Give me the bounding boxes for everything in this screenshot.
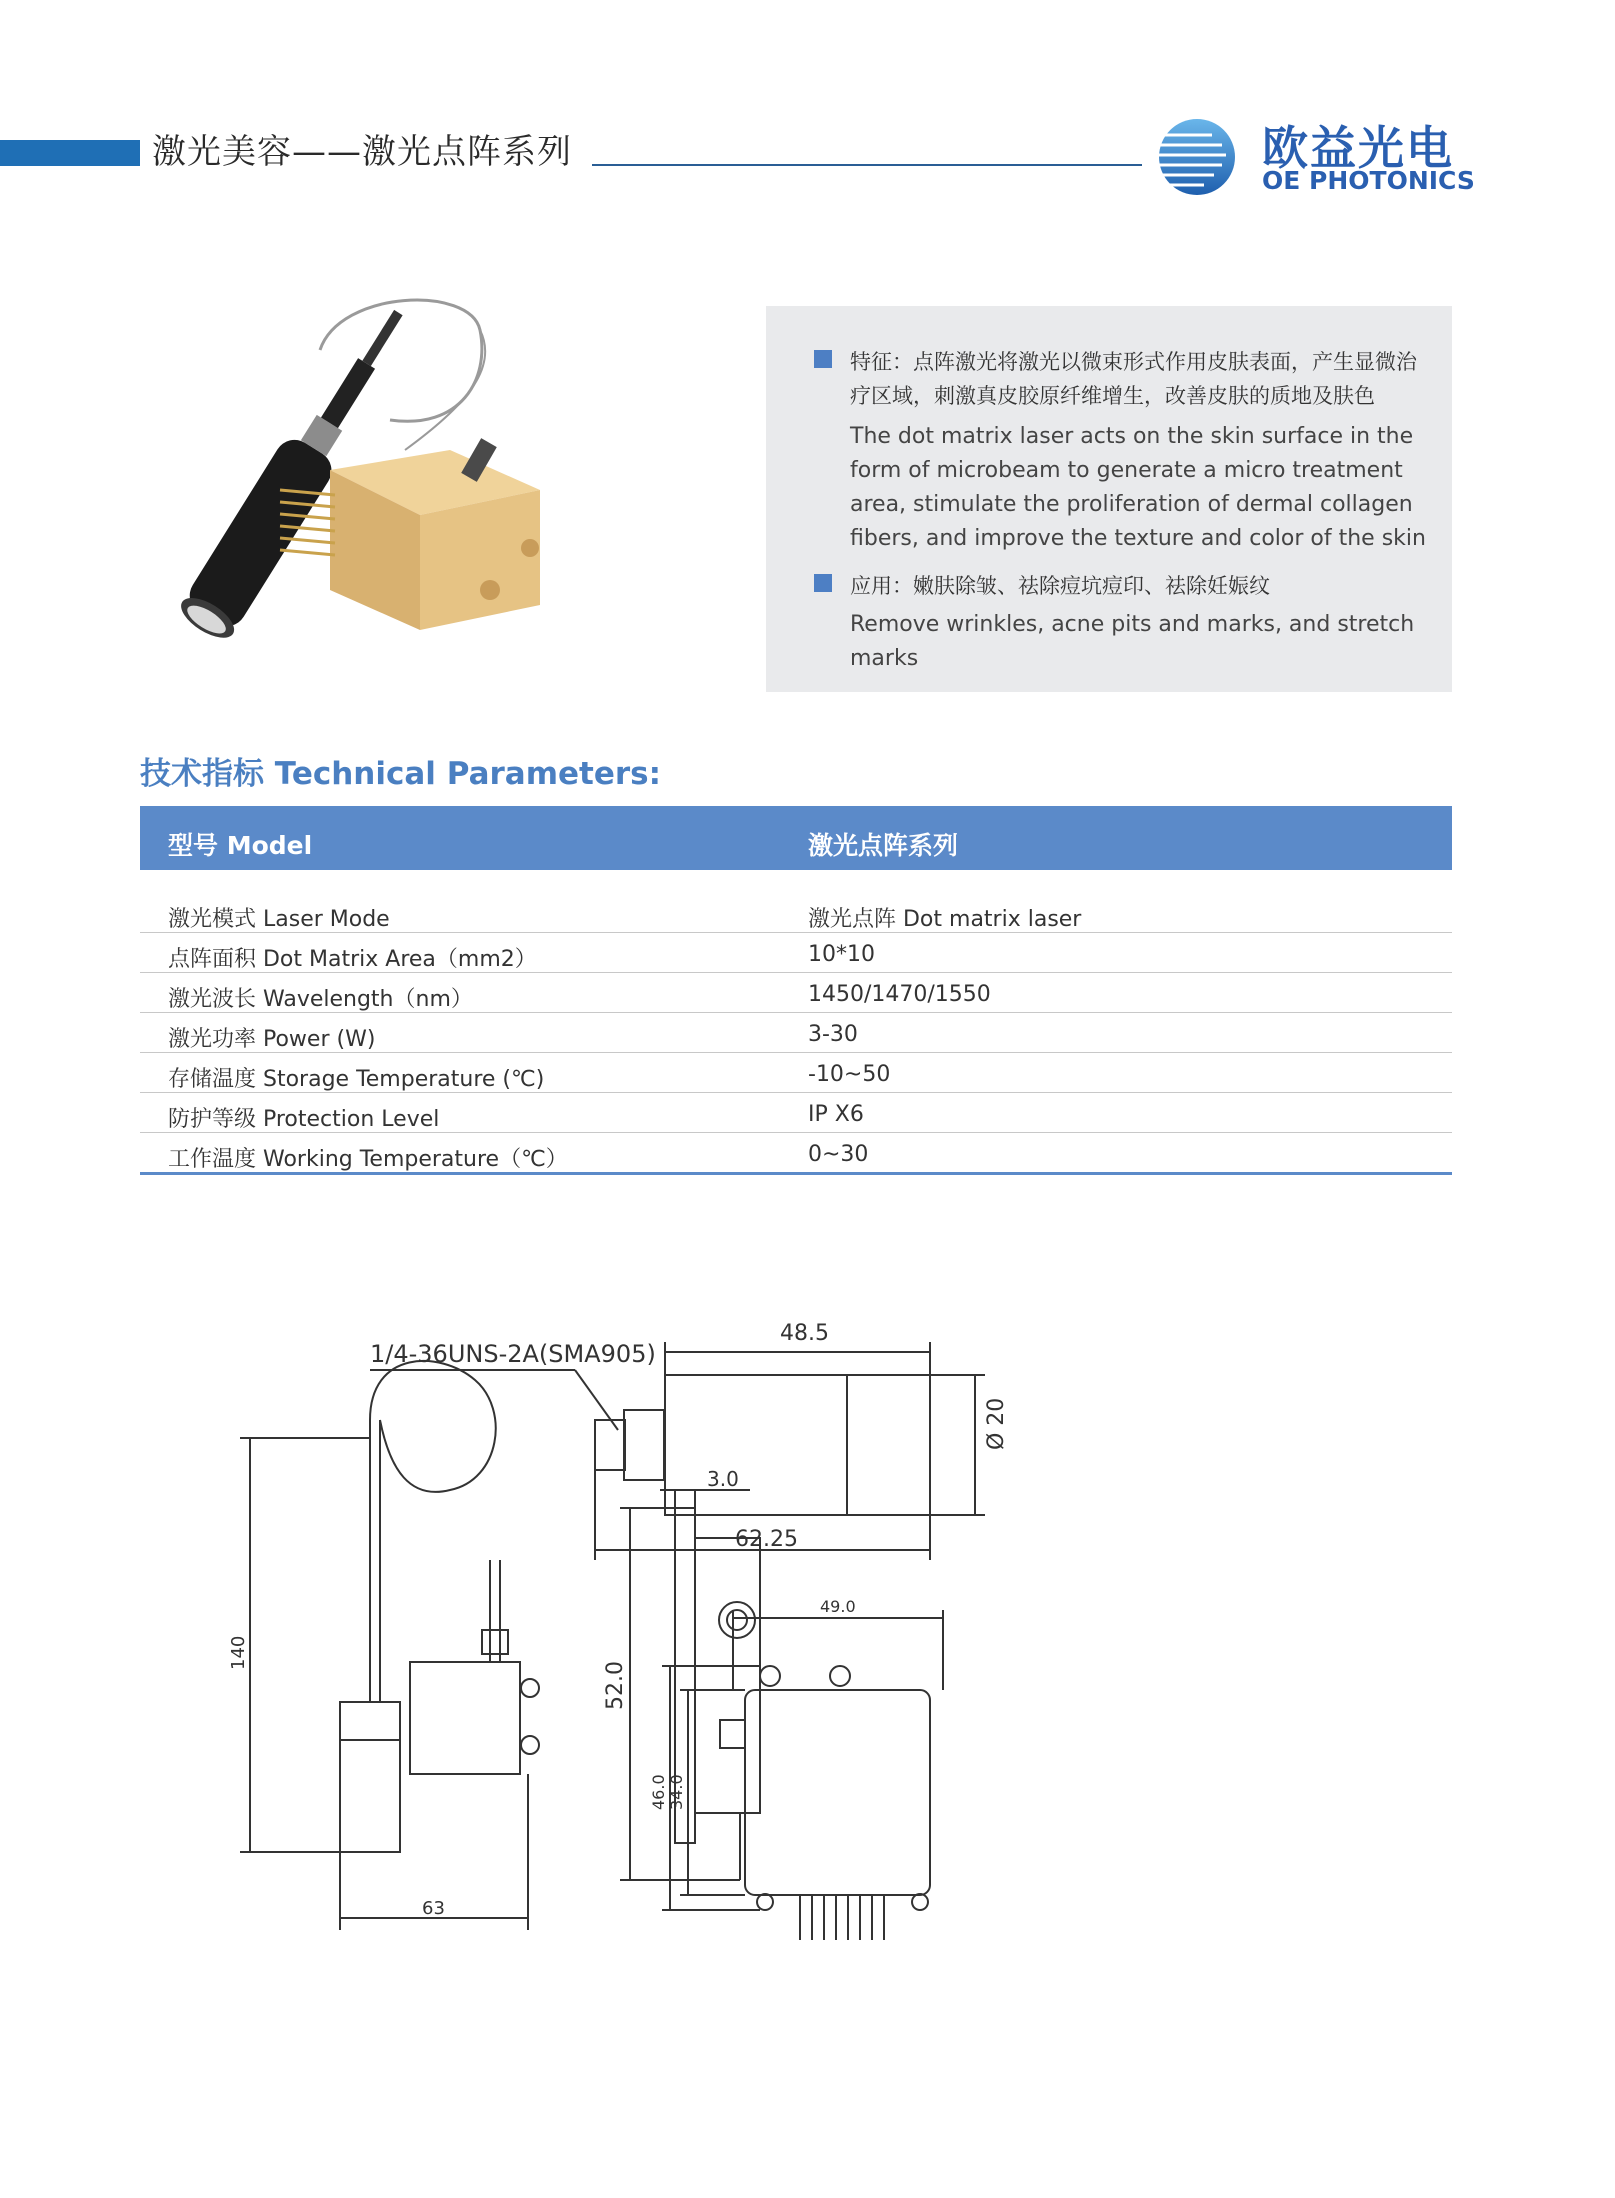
row-value: -10~50 — [808, 1062, 891, 1087]
row-label: 工作温度 Working Temperature（℃） — [168, 1147, 568, 1172]
table-row — [140, 932, 1452, 973]
section-title-technical-parameters: 技术指标 Technical Parameters: — [140, 756, 662, 792]
dim-label: Ø 20 — [984, 1397, 1009, 1450]
feature-panel — [766, 306, 1452, 692]
dim-label: 52.0 — [603, 1661, 628, 1710]
dim-label: 3.0 — [707, 1467, 739, 1491]
row-label: 防护等级 Protection Level — [168, 1107, 440, 1132]
row-value: 3-30 — [808, 1022, 858, 1047]
drawing-side-view — [240, 1361, 539, 1930]
row-value: 0~30 — [808, 1142, 869, 1167]
row-label: 激光模式 Laser Mode — [168, 907, 390, 932]
row-label: 激光功率 Power (W) — [168, 1027, 376, 1052]
technical-drawings — [220, 1290, 1380, 1950]
table-header-series: 激光点阵系列 — [808, 831, 959, 860]
table-row — [140, 1012, 1452, 1053]
drawing-handpiece — [370, 1342, 985, 1560]
table-row — [140, 1052, 1452, 1093]
page-title: 激光美容——激光点阵系列 — [152, 132, 572, 172]
row-value: 10*10 — [808, 942, 875, 967]
table-row — [140, 972, 1452, 1013]
bullet-square-icon — [814, 574, 832, 592]
application-text-en: Remove wrinkles, acne pits and marks, and stretch marks — [850, 612, 1415, 671]
table-header-model: 型号 Model — [168, 831, 313, 860]
product-photo — [130, 290, 610, 710]
table-row — [140, 1092, 1452, 1133]
application-text-cn: 应用：嫩肤除皱、祛除痘坑痘印、祛除妊娠纹 — [850, 574, 1270, 598]
feature-text-cn-2: 疗区域，刺激真皮胶原纤维增生，改善皮肤的质地及肤色 — [850, 384, 1375, 408]
row-value: 激光点阵 Dot matrix laser — [808, 907, 1082, 932]
feature-text-en: The dot matrix laser acts on the skin surface in the form of microbeam to generate a micro treatment area, stimulate the proliferation of dermal collagen fibers, and improve the texture and color of the skin — [850, 424, 1426, 551]
dim-label: 46.0 — [649, 1774, 668, 1810]
dim-label: 63 — [422, 1898, 445, 1919]
brand-name-cn: 欧益光电 — [1262, 121, 1454, 175]
feature-text-cn-1: 特征：点阵激光将激光以微束形式作用皮肤表面，产生显微治 — [850, 350, 1417, 374]
oe-photonics-logo-icon — [1152, 115, 1242, 199]
header-accent-bar — [0, 140, 140, 166]
dim-label: 62.25 — [735, 1527, 798, 1552]
row-label: 存储温度 Storage Temperature (℃) — [168, 1067, 545, 1092]
drawing-top-view — [662, 1610, 943, 1940]
row-value: 1450/1470/1550 — [808, 982, 991, 1007]
row-label: 激光波长 Wavelength（nm） — [168, 987, 473, 1012]
row-label: 点阵面积 Dot Matrix Area（mm2） — [168, 947, 537, 972]
table-row — [140, 1132, 1452, 1175]
thread-spec-label: 1/4-36UNS-2A(SMA905) — [370, 1340, 656, 1368]
table-header — [140, 806, 1452, 870]
brand-name-en: OE PHOTONICS — [1262, 166, 1475, 195]
header-underline — [592, 164, 1142, 166]
dim-label: 140 — [228, 1635, 249, 1670]
dim-label: 48.5 — [780, 1321, 829, 1346]
row-value: IP X6 — [808, 1102, 864, 1127]
bullet-square-icon — [814, 350, 832, 368]
dim-label: 34.0 — [667, 1774, 686, 1810]
dim-label: 49.0 — [820, 1597, 856, 1616]
table-row — [140, 892, 1452, 933]
